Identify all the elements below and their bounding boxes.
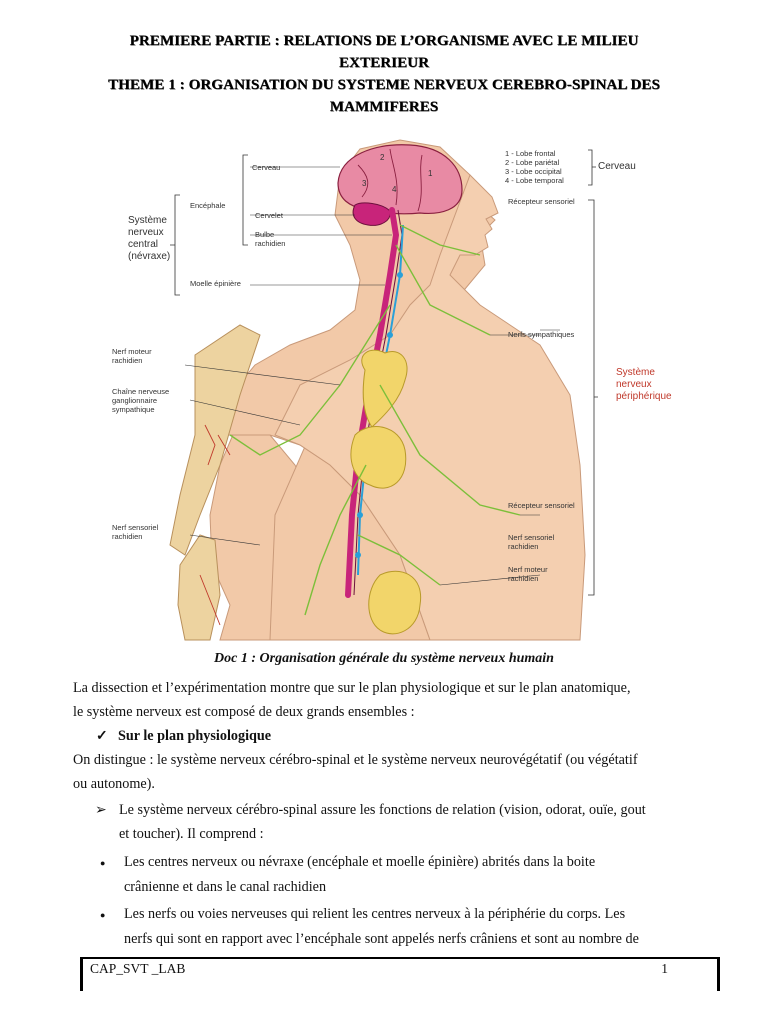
bullet-2-line-2: nerfs qui sont en rapport avec l’encéphale sont appelés nerfs crâniens et sont au nombre de [124,930,639,947]
bullet-2-text-1: Les nerfs ou voies nerveuses qui relient les centres nerveux à la périphérie du corps. Les [124,906,626,922]
label-chaine: Chaîne nerveuse ganglionnaire sympathique [112,387,170,414]
label-recepteur-bottom: Récepteur sensoriel [508,501,575,510]
label-nerf-sensoriel-right: Nerf sensoriel rachidien [508,533,555,551]
intro-line-1: La dissection et l’expérimentation montre que sur le plan physiologique et sur le plan anatomique, [73,680,631,696]
label-recepteur-top: Récepteur sensoriel [508,197,575,206]
cerebro-text-1: Le système nerveux cérébro-spinal assure les fonctions de relation (vision, odorat, ouïe, gout [119,802,646,818]
title-line-1: PREMIERE PARTIE : RELATIONS DE L’ORGANISME AVEC LE MILIEU [129,33,639,49]
label-cerveau-right: Cerveau [598,161,636,172]
bullet-item-2 [100,902,700,951]
distinction-line-2: ou autonome). [73,776,155,792]
bullet-1-text-1: Les centres nerveux ou névraxe (encéphale et moelle épinière) abrités dans la boite [124,854,596,870]
paragraph-cerebro-spinal [95,798,700,846]
arrow-bullet-icon: ➢ [95,802,107,818]
intro-line-2: le système nerveux est composé de deux grands ensembles : [73,704,415,720]
title-line-2: EXTERIEUR [338,55,430,71]
brain-number-4: 4 [392,185,397,194]
page-number: 1 [661,961,668,976]
dot-bullet-icon: ● [100,909,106,920]
label-nerf-sensoriel-left: Nerf sensoriel rachidien [112,523,159,541]
nervous-system-diagram [100,135,672,643]
label-moelle: Moelle épinière [190,279,241,288]
paragraph-distinction [73,748,698,796]
label-cerveau: Cerveau [252,163,281,172]
page-header [70,30,698,118]
label-lobes: 1 - Lobe frontal 2 - Lobe pariétal 3 - Lobe occipital 4 - Lobe temporal [505,149,564,185]
cerebro-line-2: et toucher). Il comprend : [119,826,264,842]
brain-number-3: 3 [362,179,367,188]
label-nerf-moteur-right: Nerf moteur rachidien [508,565,548,583]
page-footer [80,957,720,991]
bullet-item-1 [100,850,700,899]
label-cervelet: Cervelet [255,211,283,220]
title-line-4: MAMMIFERES [329,99,439,115]
cerebro-line-1 [95,798,700,822]
label-sn-central: Système nerveux central (névraxe) [128,215,171,262]
brain-number-2: 2 [380,153,385,162]
paragraph-intro [73,676,698,724]
label-nerf-moteur-left: Nerf moteur rachidien [112,347,152,365]
footer-label: CAP_SVT _LAB [90,961,186,976]
title-line-3: THEME 1 : ORGANISATION DU SYSTEME NERVEUX CEREBRO-SPINAL DES [108,77,660,93]
bullet-1-line-2: crânienne et dans le canal rachidien [124,878,327,895]
dot-bullet-icon: ● [100,857,106,868]
anatomy-illustration [100,135,660,643]
heading-text: Sur le plan physiologique [118,728,272,744]
bullet-2-line-1 [100,902,700,927]
footer-top-rule [80,957,720,959]
footer-left-bar [80,957,83,991]
footer-right-bar [717,957,720,991]
label-bulbe: Bulbe rachidien [255,230,286,248]
figure-caption: Doc 1 : Organisation générale du système nerveux humain [214,651,554,666]
label-sn-peripherique: Système nerveux périphérique [616,367,672,402]
brain-number-1: 1 [428,169,433,178]
checkmark-icon: ✓ [96,728,108,744]
bullet-1-line-1 [100,850,700,875]
label-nerfs-sympathiques: Nerfs sympathiques [508,330,575,339]
heading-physiologique [96,724,721,748]
label-encephale: Encéphale [190,201,226,210]
distinction-line-1: On distingue : le système nerveux cérébro-spinal et le système nerveux neurovégétatif (ou végétatif [73,752,638,768]
